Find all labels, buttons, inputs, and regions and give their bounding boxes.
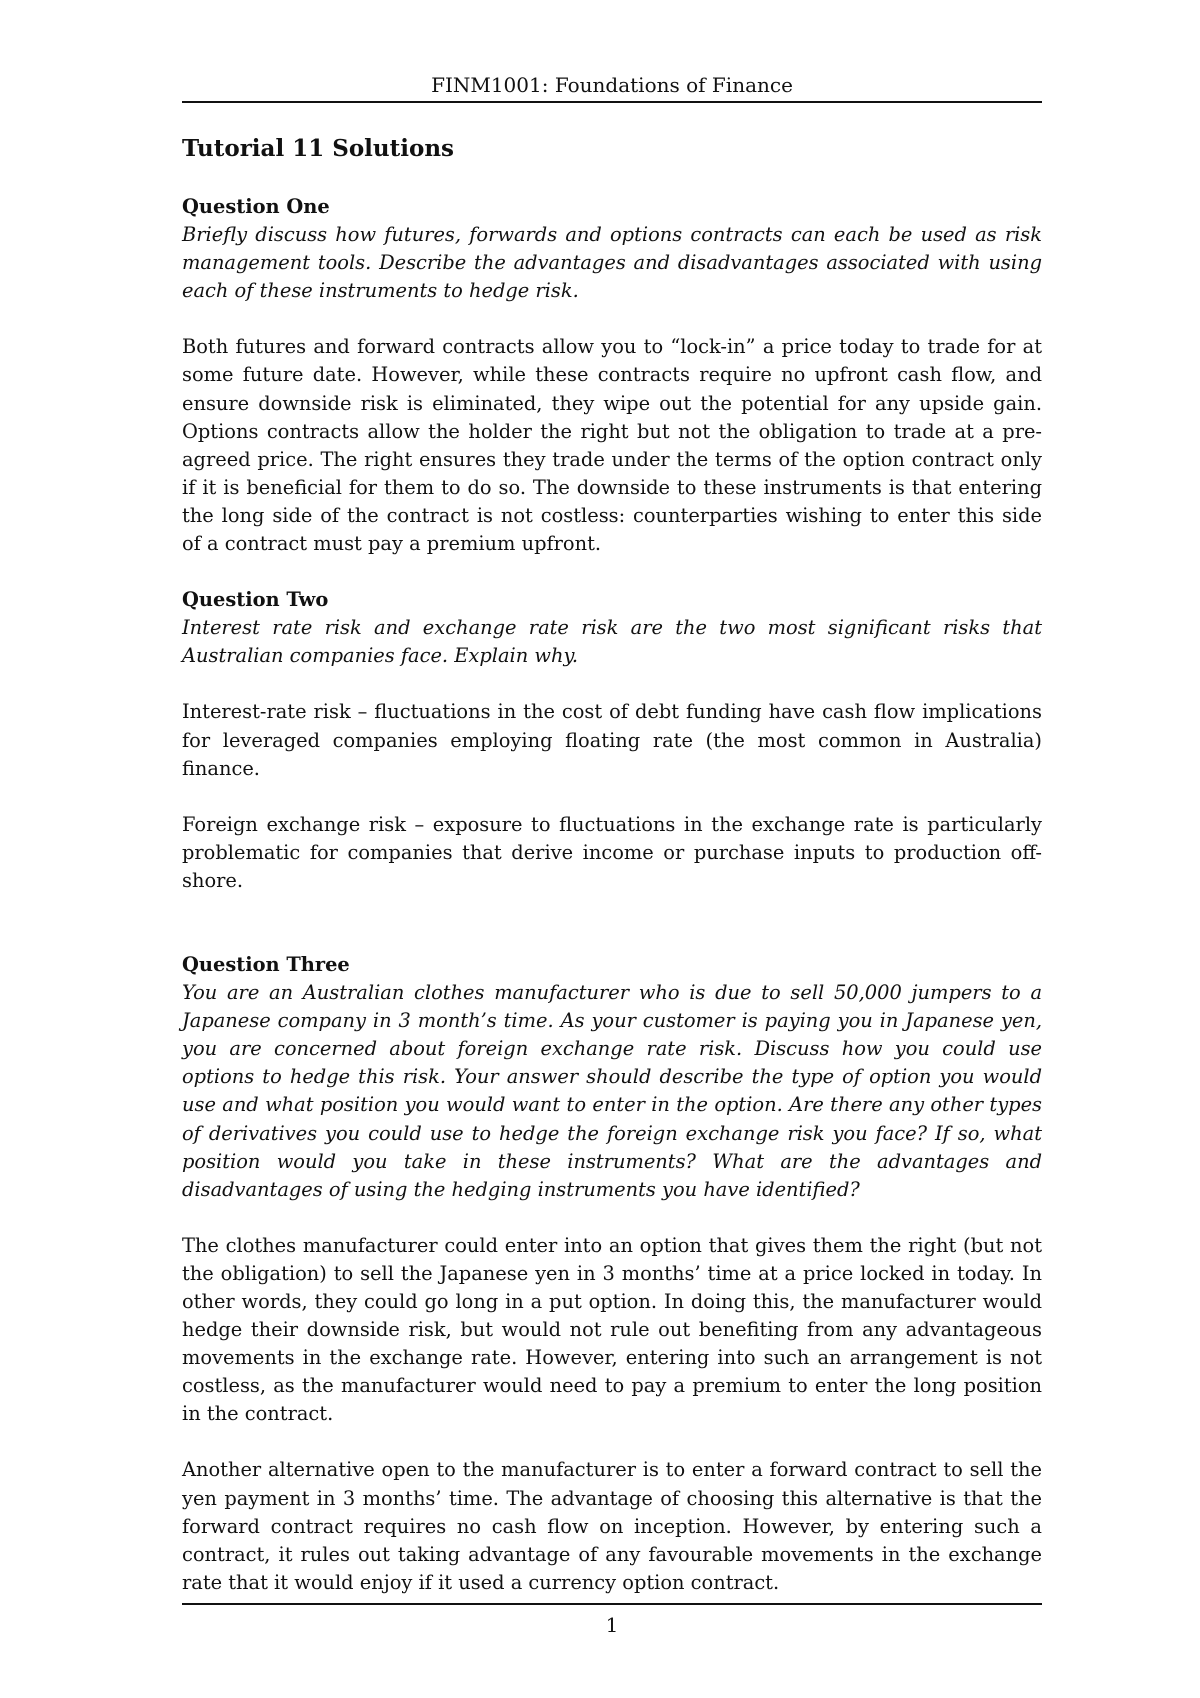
running-header: FINM1001: Foundations of Finance (431, 73, 793, 97)
question-heading: Question One (182, 195, 330, 218)
question-one-section (182, 193, 1042, 558)
answer-paragraph: Foreign exchange risk – exposure to fluctuations in the exchange rate is particularly problematic for companies that derive income or purchase inputs to production off-shore. (182, 812, 1042, 892)
page-number: 1 (605, 1613, 619, 1637)
question-two-section (182, 586, 1042, 895)
question-heading: Question Two (182, 588, 329, 612)
answer-paragraph: The clothes manufacturer could enter into an option that gives them the right (but not the obligation) to sell the Japanese yen in 3 months’ time at a price locked in today. In other words, they could go long in a put option. In doing this, the manufacturer would hedge their downside risk, but would not rule out benefiting from any advantageous movements in the exchange rate. However, entering into such an arrangement is not costless, as the manufacturer would need to pay a premium to enter the long position in the contract. (182, 1233, 1042, 1426)
question-prompt: Interest rate risk and exchange rate risk are the two most significant risks that Australian companies face. Explain why. (182, 616, 1042, 668)
question-prompt: You are an Australian clothes manufacturer who is due to sell 50,000 jumpers to a Japanese company in 3 month’s time. As your customer is paying you in Japanese yen, you are concerned about foreign exchange rate risk. Discuss how you could use options to hedge this risk. Your answer should describe the type of option you would use and what position you would want to enter in the option. Are there any other types of derivatives you could use to hedge the foreign exchange risk you face? If so, what position would you take in these instruments? What are the advantages and disadvantages of using the hedging instruments you have identified? (182, 981, 1042, 1201)
question-heading: Question Three (182, 952, 350, 976)
answer-paragraph: Another alternative open to the manufacturer is to enter a forward contract to sell the yen payment in 3 months’ time. The advantage of choosing this alternative is that the forward contract requires no cash flow on inception. However, by entering such a contract, it rules out taking advantage of any favourable movements in the exchange rate that it would enjoy if it used a currency option contract. (182, 1458, 1042, 1594)
question-prompt: Briefly discuss how futures, forwards and options contracts can each be used as risk management tools. Describe the advantages and disadvantages associated with using each of these instruments to hedge risk. (182, 223, 1042, 303)
question-three-section (182, 951, 1042, 1597)
document-body (182, 130, 1042, 1597)
answer-paragraph: Interest-rate risk – fluctuations in the cost of debt funding have cash flow implications for leveraged companies employing floating rate (the most common in Australia) finance. (182, 700, 1042, 780)
footer-rule (182, 1603, 1042, 1605)
header-rule (182, 101, 1042, 103)
answer-paragraph: Both futures and forward contracts allow you to “lock-in” a price today to trade for at some future date. However, while these contracts require no upfront cash flow, and ensure downside risk is eliminated, they wipe out the potential for any upside gain. Options contracts allow the holder the right but not the obligation to trade at a pre-agreed price. The right ensures they trade under the terms of the option contract only if it is beneficial for them to do so. The downside to these instruments is that entering the long side of the contract is not costless: counterparties wishing to enter this side of a contract must pay a premium upfront. (182, 335, 1042, 556)
page-title: Tutorial 11 Solutions (182, 135, 454, 162)
